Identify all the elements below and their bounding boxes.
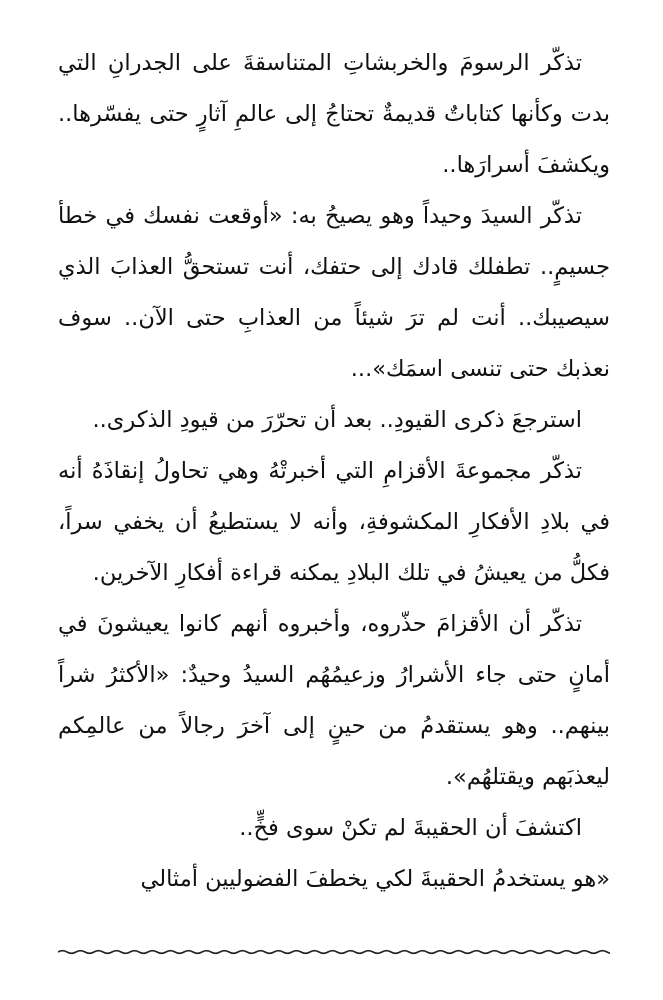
page-text-body	[58, 38, 610, 905]
wavy-divider	[58, 944, 610, 960]
paragraph-walls-scribbles: تذكّر الرسومَ والخربشاتِ المتناسقةَ على الجدرانِ التي بدت وكأنها كتاباتٌ قديمةٌ تحتاجُ إلى عالمِ آثارٍ حتى يفسّرها.. ويكشفَ أسرارَها..	[58, 50, 610, 178]
paragraph-dwarves-history: تذكّر أن الأقزامَ حذّروه، وأخبروه أنهم كانوا يعيشونَ في أمانٍ حتى جاء الأشرارُ وزعيمُهُم السيدُ وحيدٌ: «الأكثرُ شراً بينهم.. وهو يستقدمُ من حينٍ إلى آخرَ رجالاً من عالمِكم ليعذبَهم ويقتلهُم».	[58, 611, 610, 790]
paragraph-chains-memory: استرجعَ ذكرى القيودِ.. بعد أن تحرّرَ من قيودِ الذكرى..	[92, 407, 582, 433]
paragraph-bag-trap: اكتشفَ أن الحقيبةَ لم تكنْ سوى فخٍّ..	[239, 815, 582, 841]
paragraph-bag-curious: «هو يستخدمُ الحقيبةَ لكي يخطفَ الفضوليين أمثالي	[140, 866, 610, 892]
paragraph-dwarves-warning: تذكّر مجموعةَ الأقزامِ التي أخبرتْهُ وهي تحاولُ إنقاذَهُ أنه في بلادِ الأفكارِ المكشوفةِ، وأنه لا يستطيعُ أن يخفي سراً، فكلُّ من يعيشُ في تلك البلادِ يمكنه قراءة أفكارِ الآخرين.	[58, 458, 610, 586]
paragraph-master-shouting: تذكّر السيدَ وحيداً وهو يصيحُ به: «أوقعت نفسك في خطأ جسيمٍ.. تطفلك قادك إلى حتفك، أنت تستحقُّ العذابَ الذي سيصيبك.. أنت لم ترَ شيئاً من العذابِ حتى الآن.. سوف نعذبك حتى تنسى اسمَك»...	[58, 203, 610, 382]
